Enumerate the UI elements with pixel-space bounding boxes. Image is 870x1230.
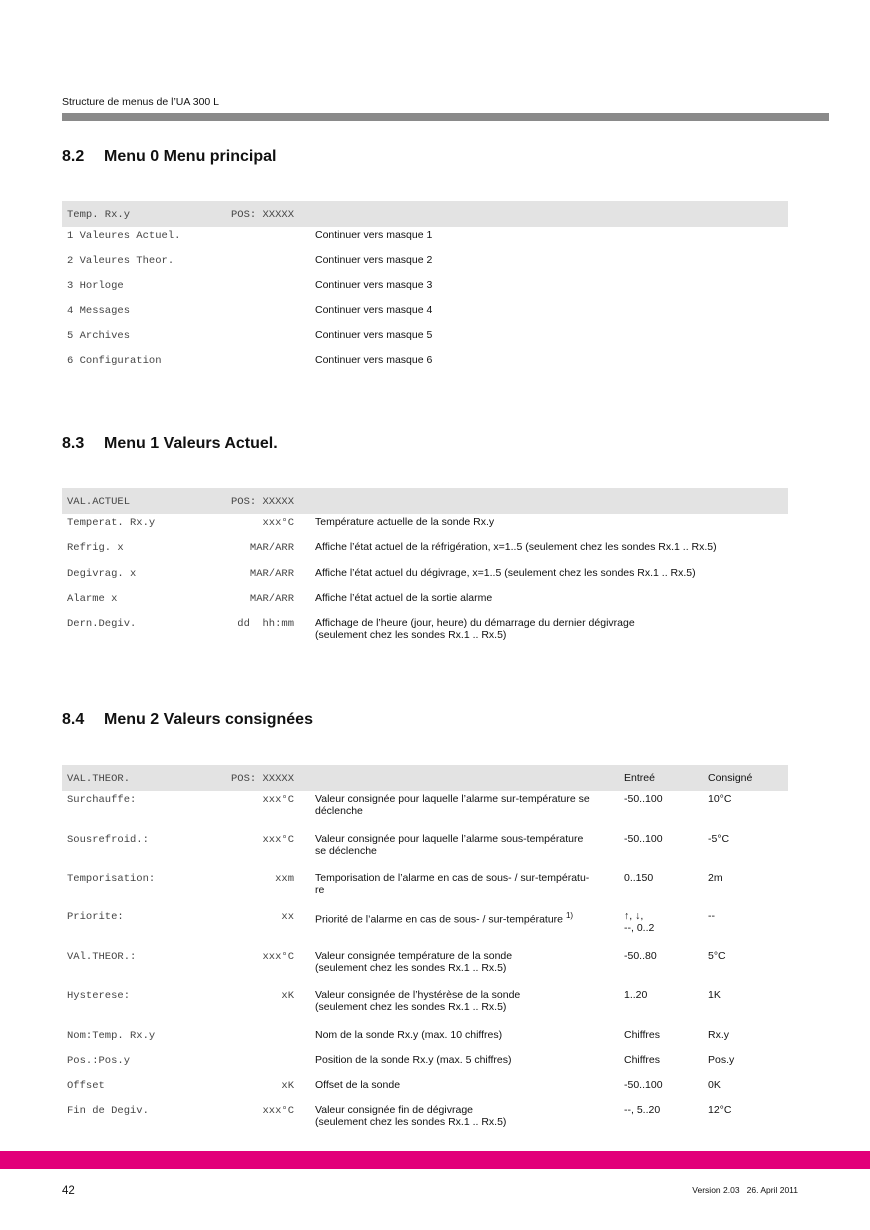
table-row xyxy=(62,327,788,352)
section-number: 8.4 xyxy=(62,711,85,728)
footnote-marker: 1) xyxy=(565,911,574,920)
description-line-2: (seulement chez les sondes Rx.1 .. Rx.5) xyxy=(315,962,507,974)
row-value: xK xyxy=(281,990,294,1002)
table-row xyxy=(62,302,788,327)
row-name: Temperat. Rx.y xyxy=(67,517,156,529)
row-name: 3 Horloge xyxy=(67,280,124,292)
version-info: Version 2.03 26. April 2011 xyxy=(692,1185,798,1195)
description-line-1: Priorité de l’alarme en cas de sous- / sur-température xyxy=(315,913,564,926)
row-name: 4 Messages xyxy=(67,305,131,317)
row-description: Température actuelle de la sonde Rx.y xyxy=(315,516,495,528)
row-description: Continuer vers masque 2 xyxy=(315,254,433,266)
description-line-1: Affichage de l’heure (jour, heure) du démarrage du dernier dégivrage xyxy=(315,617,635,629)
table-row xyxy=(62,514,788,539)
table-row xyxy=(62,1077,788,1102)
section-number: 8.2 xyxy=(62,148,85,165)
table-row xyxy=(62,987,788,1027)
row-name: 6 Configuration xyxy=(67,355,162,367)
table-row xyxy=(62,870,788,908)
table-row xyxy=(62,1052,788,1077)
running-head: Structure de menus de l’UA 300 L xyxy=(62,96,220,108)
footer-bar xyxy=(0,1151,870,1169)
row-value: xxx°C xyxy=(262,834,294,846)
menu0-table xyxy=(62,201,788,377)
row-consigne: 1K xyxy=(708,989,721,1001)
table-row xyxy=(62,615,788,647)
row-value: dd hh:mm xyxy=(237,618,294,630)
table-row xyxy=(62,1027,788,1052)
row-description: Continuer vers masque 1 xyxy=(315,229,433,241)
row-value: xxx°C xyxy=(262,1105,294,1117)
row-consigne: 12°C xyxy=(708,1104,732,1116)
row-entry: 0..150 xyxy=(624,872,654,884)
section-heading: Menu 0 Menu principal xyxy=(104,148,277,165)
description-line-2: déclenche xyxy=(315,805,363,817)
row-name: Offset xyxy=(67,1080,105,1092)
row-description xyxy=(315,833,615,857)
table-row xyxy=(62,1102,788,1132)
row-description: Affiche l’état actuel du dégivrage, x=1..5 (seulement chez les sondes Rx.1 .. Rx.5) xyxy=(315,567,696,579)
section-heading: Menu 2 Valeurs consignées xyxy=(104,711,313,728)
table-header xyxy=(62,765,788,791)
row-name: Nom:Temp. Rx.y xyxy=(67,1030,156,1042)
row-value: MAR/ARR xyxy=(249,542,294,554)
row-value: xxx°C xyxy=(262,951,294,963)
row-name: Degivrag. x xyxy=(67,568,137,580)
row-name: Pos.:Pos.y xyxy=(67,1055,131,1067)
row-name: Surchauffe: xyxy=(67,794,137,806)
row-name: VAl.THEOR.: xyxy=(67,951,137,963)
description-line-2: re xyxy=(315,884,325,896)
description-line-1: Valeur consignée fin de dégivrage xyxy=(315,1104,473,1116)
page-number: 42 xyxy=(62,1185,75,1197)
row-description xyxy=(315,989,615,1013)
menu2-table xyxy=(62,765,788,1132)
row-entry: --, 5..20 xyxy=(624,1104,661,1116)
row-description: Offset de la sonde xyxy=(315,1079,401,1091)
row-name: Sousrefroid.: xyxy=(67,834,149,846)
row-consigne: -- xyxy=(708,910,715,922)
header-rule xyxy=(62,113,829,121)
header-name: VAL.THEOR. xyxy=(67,773,131,785)
section-title-8-4 xyxy=(62,711,313,729)
row-value: xx xyxy=(281,911,294,923)
row-entry: Chiffres xyxy=(624,1054,660,1066)
table-header xyxy=(62,201,788,227)
section-heading: Menu 1 Valeurs Actuel. xyxy=(104,435,278,452)
row-consigne: 0K xyxy=(708,1079,721,1091)
row-name: Alarme x xyxy=(67,593,118,605)
row-name: Refrig. x xyxy=(67,542,124,554)
row-consigne: Pos.y xyxy=(708,1054,735,1066)
description-line-2: se déclenche xyxy=(315,845,377,857)
row-name: Priorite: xyxy=(67,911,124,923)
row-value: MAR/ARR xyxy=(249,568,294,580)
row-description: Continuer vers masque 6 xyxy=(315,354,433,366)
row-consigne: 2m xyxy=(708,872,723,884)
header-entry: Entreé xyxy=(624,772,655,784)
row-entry: Chiffres xyxy=(624,1029,660,1041)
row-value: xxm xyxy=(275,873,294,885)
section-title-8-3 xyxy=(62,435,278,453)
row-consigne: Rx.y xyxy=(708,1029,729,1041)
description-line-1: Valeur consignée température de la sonde xyxy=(315,950,513,962)
table-row xyxy=(62,539,788,565)
row-name: Dern.Degiv. xyxy=(67,618,137,630)
row-description: Continuer vers masque 4 xyxy=(315,304,433,316)
row-description xyxy=(315,793,615,817)
row-description xyxy=(315,872,615,896)
row-entry: -50..100 xyxy=(624,1079,663,1091)
row-description: Continuer vers masque 3 xyxy=(315,279,433,291)
header-name: Temp. Rx.y xyxy=(67,209,131,221)
row-description: Affiche l’état actuel de la réfrigération, x=1..5 (seulement chez les sondes Rx.1 .. Rx.5) xyxy=(315,541,717,553)
row-name: 5 Archives xyxy=(67,330,131,342)
row-consigne: 10°C xyxy=(708,793,732,805)
description-line-1: Valeur consignée pour laquelle l’alarme sous-température xyxy=(315,833,584,845)
row-consigne: 5°C xyxy=(708,950,726,962)
header-value: POS: XXXXX xyxy=(230,773,294,785)
row-consigne: -5°C xyxy=(708,833,730,845)
row-description xyxy=(315,1104,615,1128)
row-description: Position de la sonde Rx.y (max. 5 chiffres) xyxy=(315,1054,512,1066)
table-row xyxy=(62,590,788,615)
table-row xyxy=(62,908,788,948)
header-value: POS: XXXXX xyxy=(230,496,294,508)
row-entry xyxy=(624,910,704,934)
header-name: VAL.ACTUEL xyxy=(67,496,131,508)
description-line-1: Valeur consignée de l’hystérèse de la sonde xyxy=(315,989,521,1001)
description-line-1: Temporisation de l’alarme en cas de sous- / sur-températu- xyxy=(315,872,590,884)
row-description: Nom de la sonde Rx.y (max. 10 chiffres) xyxy=(315,1029,503,1041)
row-description: Continuer vers masque 5 xyxy=(315,329,433,341)
table-row xyxy=(62,277,788,302)
row-entry: 1..20 xyxy=(624,989,648,1001)
description-line-2: (seulement chez les sondes Rx.1 .. Rx.5) xyxy=(315,1116,507,1128)
description-line-2: (seulement chez les sondes Rx.1 .. Rx.5) xyxy=(315,629,507,641)
row-description xyxy=(315,910,615,926)
row-description xyxy=(315,950,615,974)
row-name: 1 Valeures Actuel. xyxy=(67,230,181,242)
table-row xyxy=(62,227,788,252)
row-entry: -50..80 xyxy=(624,950,657,962)
header-value: POS: XXXXX xyxy=(230,209,294,221)
table-row xyxy=(62,948,788,987)
table-row xyxy=(62,352,788,377)
row-value: xxx°C xyxy=(262,517,294,529)
row-description: Affiche l’état actuel de la sortie alarme xyxy=(315,592,493,604)
table-row xyxy=(62,791,788,831)
row-name: Temporisation: xyxy=(67,873,156,885)
row-value: MAR/ARR xyxy=(249,593,294,605)
header-consigne: Consigné xyxy=(708,772,753,784)
row-value: xxx°C xyxy=(262,794,294,806)
table-row xyxy=(62,252,788,277)
section-title-8-2 xyxy=(62,148,276,166)
row-entry: -50..100 xyxy=(624,793,663,805)
row-name: Hysterese: xyxy=(67,990,131,1002)
row-description xyxy=(315,617,785,641)
description-line-2: (seulement chez les sondes Rx.1 .. Rx.5) xyxy=(315,1001,507,1013)
section-number: 8.3 xyxy=(62,435,85,452)
description-line-1: Valeur consignée pour laquelle l’alarme sur-température se xyxy=(315,793,590,805)
entry-line-2: --, 0..2 xyxy=(624,922,655,934)
table-header xyxy=(62,488,788,514)
menu1-table xyxy=(62,488,788,647)
table-row xyxy=(62,565,788,590)
row-name: 2 Valeures Theor. xyxy=(67,255,175,267)
row-value: xK xyxy=(281,1080,294,1092)
entry-line-1: ↑, ↓, xyxy=(624,910,644,922)
table-row xyxy=(62,831,788,870)
row-entry: -50..100 xyxy=(624,833,663,845)
row-name: Fin de Degiv. xyxy=(67,1105,149,1117)
